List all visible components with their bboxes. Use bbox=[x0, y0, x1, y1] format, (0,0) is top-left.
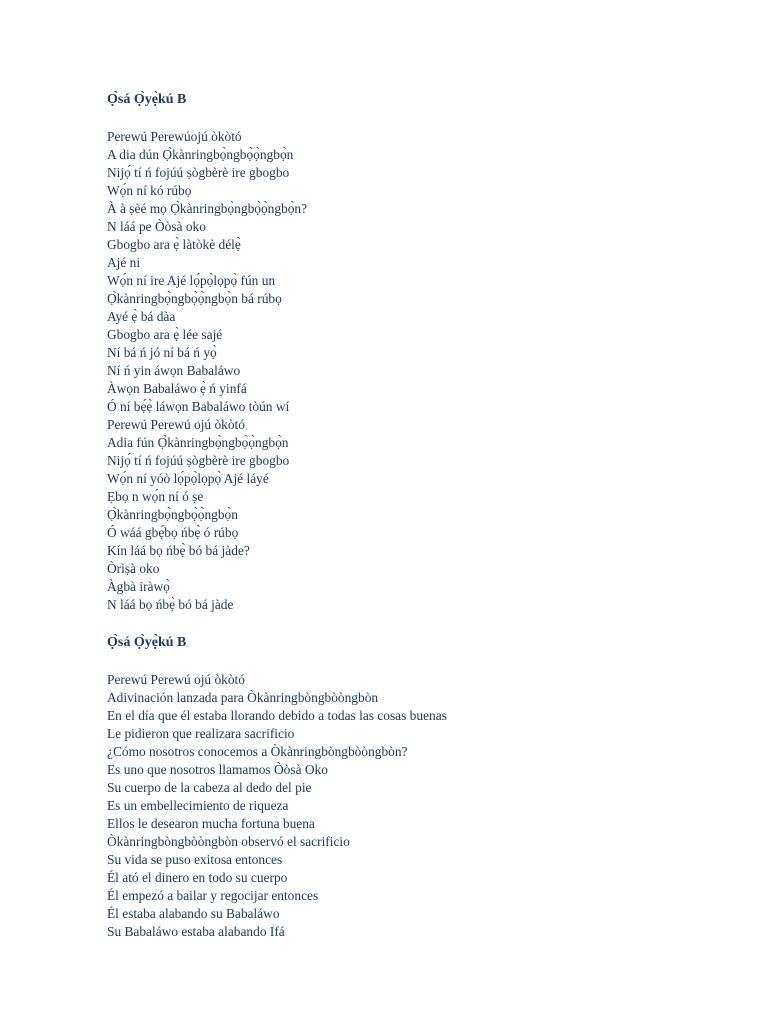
verse-line: Wọ́n ní ire Ajé lọ́pọ̀lọpọ̀ fún un bbox=[107, 273, 276, 288]
translation-line: En el día que él estaba llorando debido a todas las cosas buenas bbox=[107, 708, 447, 723]
yoruba-verse-section bbox=[107, 91, 747, 614]
verse-line: N láá bọ ńbẹ̀ bó bá jàde bbox=[107, 597, 234, 612]
translation-line: Adivinación lanzada para Òkànringbòngbòòngbòn bbox=[107, 690, 379, 705]
verse-line: Perewú Perewúojú òkòtó bbox=[107, 129, 242, 144]
verse-line: Wọ́n ní kó rúbọ bbox=[107, 183, 192, 198]
section-heading: Ọ̀sá Ọ̀yẹ̀kú B bbox=[107, 635, 187, 650]
verse-line: Nijọ́ tí ń fojúú ṣògbèrè ire gbogbo bbox=[107, 165, 290, 180]
translation-line: Su vida se puso exitosa entonces bbox=[107, 852, 283, 867]
verse-line: Adia fún Ọ̀kànringbọ̀ngbọ̀ọ̀ngbọ̀n bbox=[107, 435, 289, 450]
translation-line: Es un embellecimiento de riqueza bbox=[107, 798, 289, 813]
verse-line: Nijọ́ tí ń fojúú ṣògbèrè ire gbogbo bbox=[107, 453, 290, 468]
translation-line: Su Babaláwo estaba alabando Ifá bbox=[107, 924, 285, 939]
translation-lines bbox=[107, 671, 747, 941]
translation-line: Es uno que nosotros llamamos Òòsà Oko bbox=[107, 762, 328, 777]
verse-lines bbox=[107, 128, 747, 614]
verse-line: Àwọn Babaláwo ẹ̀ ń yinfá bbox=[107, 381, 247, 396]
translation-line: Él empezó a bailar y regocijar entonces bbox=[107, 888, 319, 903]
verse-line: Òrìṣà oko bbox=[107, 561, 160, 576]
verse-line: Ajé ni bbox=[107, 255, 141, 270]
verse-line: Ní ń yin áwọn Babaláwo bbox=[107, 363, 241, 378]
verse-line: N láá pe Òòsà oko bbox=[107, 219, 206, 234]
verse-line: Ọ̀kànringbọ̀ngbọ̀ọ̀ngbọ̀n bá rúbọ bbox=[107, 291, 282, 306]
verse-line: Wọ́n ní yóò lọ́pọ̀lọpọ̀ Ajé láyé bbox=[107, 471, 269, 486]
verse-line: Ó wáá gbẹ́bọ ńbẹ̀ ó rúbọ bbox=[107, 525, 239, 540]
verse-line: Ní bá ń jó ní bá ń yọ̀ bbox=[107, 345, 217, 360]
document-page bbox=[107, 91, 747, 941]
verse-line: Gbogbo ara ẹ̀ lée sajé bbox=[107, 327, 223, 342]
verse-line: À à ṣèé mọ Ọ̀kànringbọ̀ngbọ̀ọ̀ngbọ̀n? bbox=[107, 201, 308, 216]
translation-line: ¿Cómo nosotros conocemos a Òkànringbòngbòòngbòn? bbox=[107, 744, 408, 759]
translation-line: Òkànringbòngbòòngbòn observó el sacrificio bbox=[107, 834, 350, 849]
translation-line: Su cuerpo de la cabeza al dedo del pie bbox=[107, 780, 312, 795]
verse-line: Kín láá bọ ńbẹ̀ bó bá jàde? bbox=[107, 543, 250, 558]
verse-line: A dia dún Ọ̀kànringbọ̀ngbọ̀ọ̀ngbọ̀n bbox=[107, 147, 294, 162]
verse-line: Gbogbo ara ẹ̀ làtòkè délẹ̀ bbox=[107, 237, 241, 252]
translation-line: Ellos le desearon mucha fortuna buena bbox=[107, 816, 315, 831]
translation-line: Él ató el dinero en todo su cuerpo bbox=[107, 870, 288, 885]
spanish-translation-section bbox=[107, 634, 747, 941]
verse-line: Ọ̀kànringbọ̀ngbọ̀ọ̀ngbọ̀n bbox=[107, 507, 238, 522]
verse-line: Ó ní bẹ́ẹ̀ láwọn Babaláwo tòún wí bbox=[107, 399, 290, 414]
translation-line: Le pidieron que realizara sacrificio bbox=[107, 726, 295, 741]
verse-line: Àgbà iràwọ̀ bbox=[107, 579, 170, 594]
verse-line: Perewú Perewú ojú òkòtó bbox=[107, 417, 245, 432]
translation-line: Él estaba alabando su Babaláwo bbox=[107, 906, 280, 921]
verse-line: Ẹbọ n wọ́n ní ó ṣe bbox=[107, 489, 204, 504]
translation-line: Perewú Perewú ojú òkòtó bbox=[107, 672, 245, 687]
section-heading: Ọ̀sá Ọ̀yẹ̀kú B bbox=[107, 92, 187, 107]
verse-line: Ayé ẹ̀ bá dàa bbox=[107, 309, 176, 324]
